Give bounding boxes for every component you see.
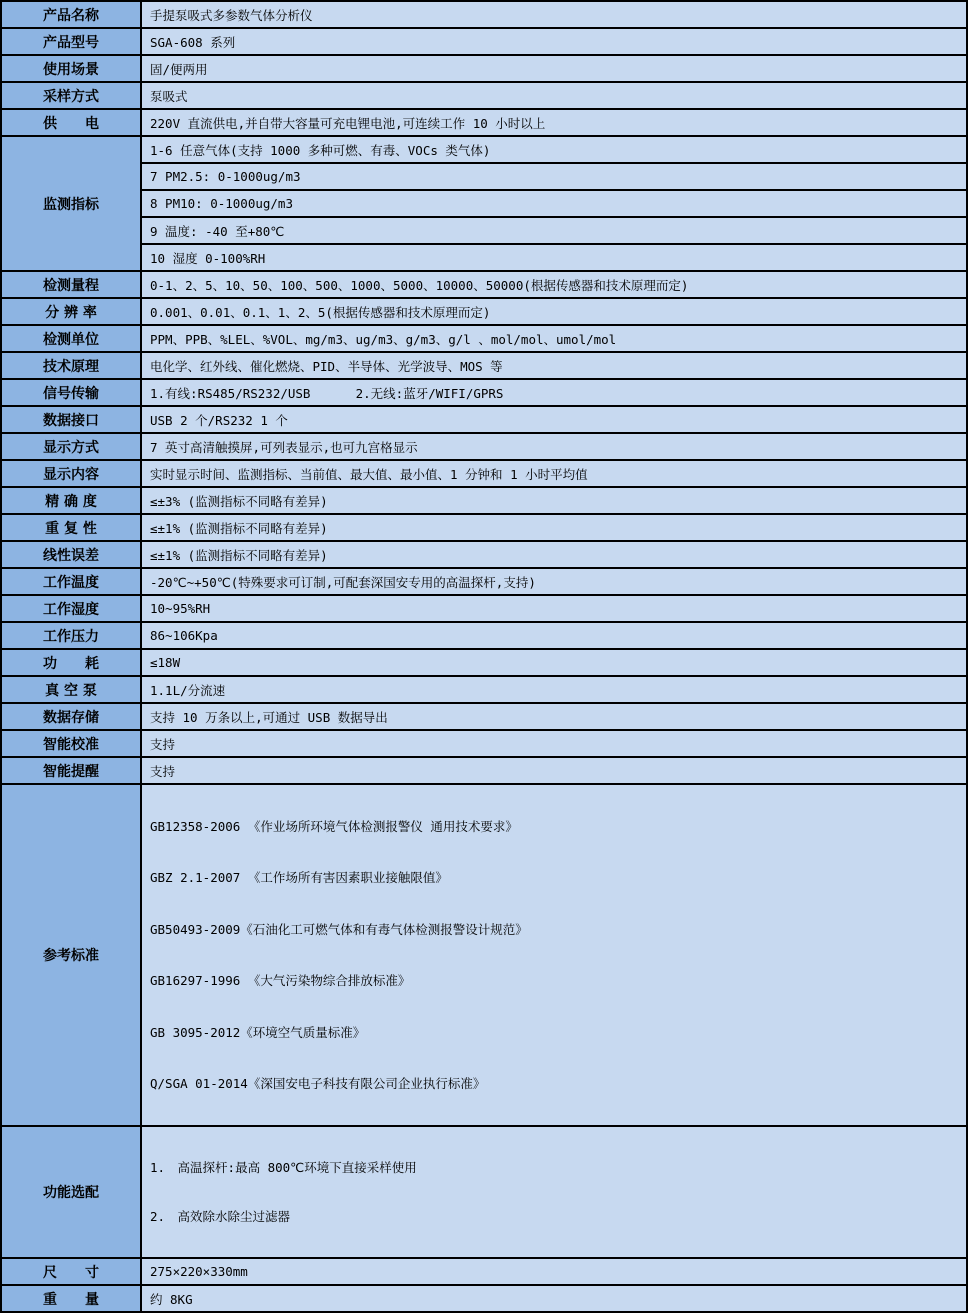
spec-label: 分 辨 率	[1, 298, 141, 325]
row-working-pressure	[1, 622, 967, 649]
spec-value: 7 英寸高清触摸屏,可列表显示,也可九宫格显示	[141, 433, 967, 460]
spec-value: 10 湿度 0-100%RH	[141, 244, 967, 271]
spec-value: PPM、PPB、%LEL、%VOL、mg/m3、ug/m3、g/m3、g/l 、mol/mol、umol/mol	[141, 325, 967, 352]
spec-label: 重 量	[1, 1285, 141, 1312]
spec-label: 工作湿度	[1, 595, 141, 622]
option-line: 1. 高温探杆:最高 800℃环境下直接采样使用	[150, 1160, 417, 1176]
row-monitor-item	[1, 190, 967, 217]
spec-value: 86~106Kpa	[141, 622, 967, 649]
spec-label: 功 耗	[1, 649, 141, 676]
spec-value: 1.1L/分流速	[141, 676, 967, 703]
spec-label: 重 复 性	[1, 514, 141, 541]
spec-label-monitor: 监测指标	[1, 136, 141, 271]
spec-label: 数据接口	[1, 406, 141, 433]
row-detection-unit	[1, 325, 967, 352]
row-resolution	[1, 298, 967, 325]
row-power-supply	[1, 109, 967, 136]
spec-value: 支持 10 万条以上,可通过 USB 数据导出	[141, 703, 967, 730]
spec-value: 8 PM10: 0-1000ug/m3	[141, 190, 967, 217]
row-working-temperature	[1, 568, 967, 595]
row-product-model	[1, 28, 967, 55]
spec-value: 支持	[141, 757, 967, 784]
row-weight	[1, 1285, 967, 1312]
row-reference-standards	[1, 784, 967, 1126]
spec-label: 产品型号	[1, 28, 141, 55]
spec-label: 功能选配	[1, 1126, 141, 1258]
row-repeatability	[1, 514, 967, 541]
spec-label: 数据存储	[1, 703, 141, 730]
spec-value: 0-1、2、5、10、50、100、500、1000、5000、10000、50000(根据传感器和技术原理而定)	[141, 271, 967, 298]
spec-value-standards	[141, 784, 967, 1126]
row-display-mode	[1, 433, 967, 460]
spec-value: 泵吸式	[141, 82, 967, 109]
spec-value: 0.001、0.01、0.1、1、2、5(根据传感器和技术原理而定)	[141, 298, 967, 325]
spec-label: 显示内容	[1, 460, 141, 487]
spec-label: 智能提醒	[1, 757, 141, 784]
row-working-humidity	[1, 595, 967, 622]
spec-label: 产品名称	[1, 1, 141, 28]
spec-label: 技术原理	[1, 352, 141, 379]
row-product-name	[1, 1, 967, 28]
spec-value: ≤18W	[141, 649, 967, 676]
spec-value: 手提泵吸式多参数气体分析仪	[141, 1, 967, 28]
spec-value: 支持	[141, 730, 967, 757]
spec-value: 7 PM2.5: 0-1000ug/m3	[141, 163, 967, 190]
spec-label: 线性误差	[1, 541, 141, 568]
row-monitor-item	[1, 136, 967, 163]
row-detection-range	[1, 271, 967, 298]
spec-value: 约 8KG	[141, 1285, 967, 1312]
standard-line: GB50493-2009《石油化工可燃气体和有毒气体检测报警设计规范》	[150, 921, 528, 937]
row-optional-features	[1, 1126, 967, 1258]
spec-label: 采样方式	[1, 82, 141, 109]
spec-value: 275×220×330mm	[141, 1258, 967, 1285]
row-display-content	[1, 460, 967, 487]
standard-line: GB 3095-2012《环境空气质量标准》	[150, 1024, 366, 1040]
spec-value: USB 2 个/RS232 1 个	[141, 406, 967, 433]
row-dimensions	[1, 1258, 967, 1285]
spec-value: ≤±1% (监测指标不同略有差异)	[141, 541, 967, 568]
spec-value: 实时显示时间、监测指标、当前值、最大值、最小值、1 分钟和 1 小时平均值	[141, 460, 967, 487]
row-power-consumption	[1, 649, 967, 676]
standard-line: GBZ 2.1-2007 《工作场所有害因素职业接触限值》	[150, 870, 448, 886]
spec-value: ≤±3% (监测指标不同略有差异)	[141, 487, 967, 514]
standard-line: GB16297-1996 《大气污染物综合排放标准》	[150, 973, 411, 989]
spec-value: -20℃~+50℃(特殊要求可订制,可配套深国安专用的高温探杆,支持)	[141, 568, 967, 595]
spec-value: 电化学、红外线、催化燃烧、PID、半导体、光学波导、MOS 等	[141, 352, 967, 379]
row-vacuum-pump	[1, 676, 967, 703]
standard-line: Q/SGA 01-2014《深国安电子科技有限公司企业执行标准》	[150, 1076, 486, 1092]
spec-label: 参考标准	[1, 784, 141, 1126]
row-sampling-method	[1, 82, 967, 109]
spec-label: 使用场景	[1, 55, 141, 82]
row-monitor-item	[1, 163, 967, 190]
spec-label: 显示方式	[1, 433, 141, 460]
spec-label: 工作温度	[1, 568, 141, 595]
spec-label: 检测量程	[1, 271, 141, 298]
spec-value: SGA-608 系列	[141, 28, 967, 55]
spec-label: 工作压力	[1, 622, 141, 649]
row-linearity-error	[1, 541, 967, 568]
standard-line: GB12358-2006 《作业场所环境气体检测报警仪 通用技术要求》	[150, 819, 518, 834]
row-usage-scene	[1, 55, 967, 82]
spec-value: 固/便两用	[141, 55, 967, 82]
spec-value: ≤±1% (监测指标不同略有差异)	[141, 514, 967, 541]
spec-label: 信号传输	[1, 379, 141, 406]
spec-label: 智能校准	[1, 730, 141, 757]
row-data-interface	[1, 406, 967, 433]
spec-label: 检测单位	[1, 325, 141, 352]
row-data-storage	[1, 703, 967, 730]
row-monitor-item	[1, 244, 967, 271]
spec-label: 尺 寸	[1, 1258, 141, 1285]
spec-label: 真 空 泵	[1, 676, 141, 703]
row-smart-calibration	[1, 730, 967, 757]
row-smart-reminder	[1, 757, 967, 784]
option-line: 2. 高效除水除尘过滤器	[150, 1209, 291, 1225]
spec-label: 精 确 度	[1, 487, 141, 514]
spec-value: 1.有线:RS485/RS232/USB 2.无线:蓝牙/WIFI/GPRS	[141, 379, 967, 406]
row-accuracy	[1, 487, 967, 514]
spec-value: 10~95%RH	[141, 595, 967, 622]
spec-label: 供 电	[1, 109, 141, 136]
spec-value-options	[141, 1126, 967, 1258]
row-technical-principle	[1, 352, 967, 379]
spec-value: 9 温度: -40 至+80℃	[141, 217, 967, 244]
row-monitor-item	[1, 217, 967, 244]
spec-value: 1-6 任意气体(支持 1000 多种可燃、有毒、VOCs 类气体)	[141, 136, 967, 163]
spec-value: 220V 直流供电,并自带大容量可充电锂电池,可连续工作 10 小时以上	[141, 109, 967, 136]
row-signal-transmission	[1, 379, 967, 406]
